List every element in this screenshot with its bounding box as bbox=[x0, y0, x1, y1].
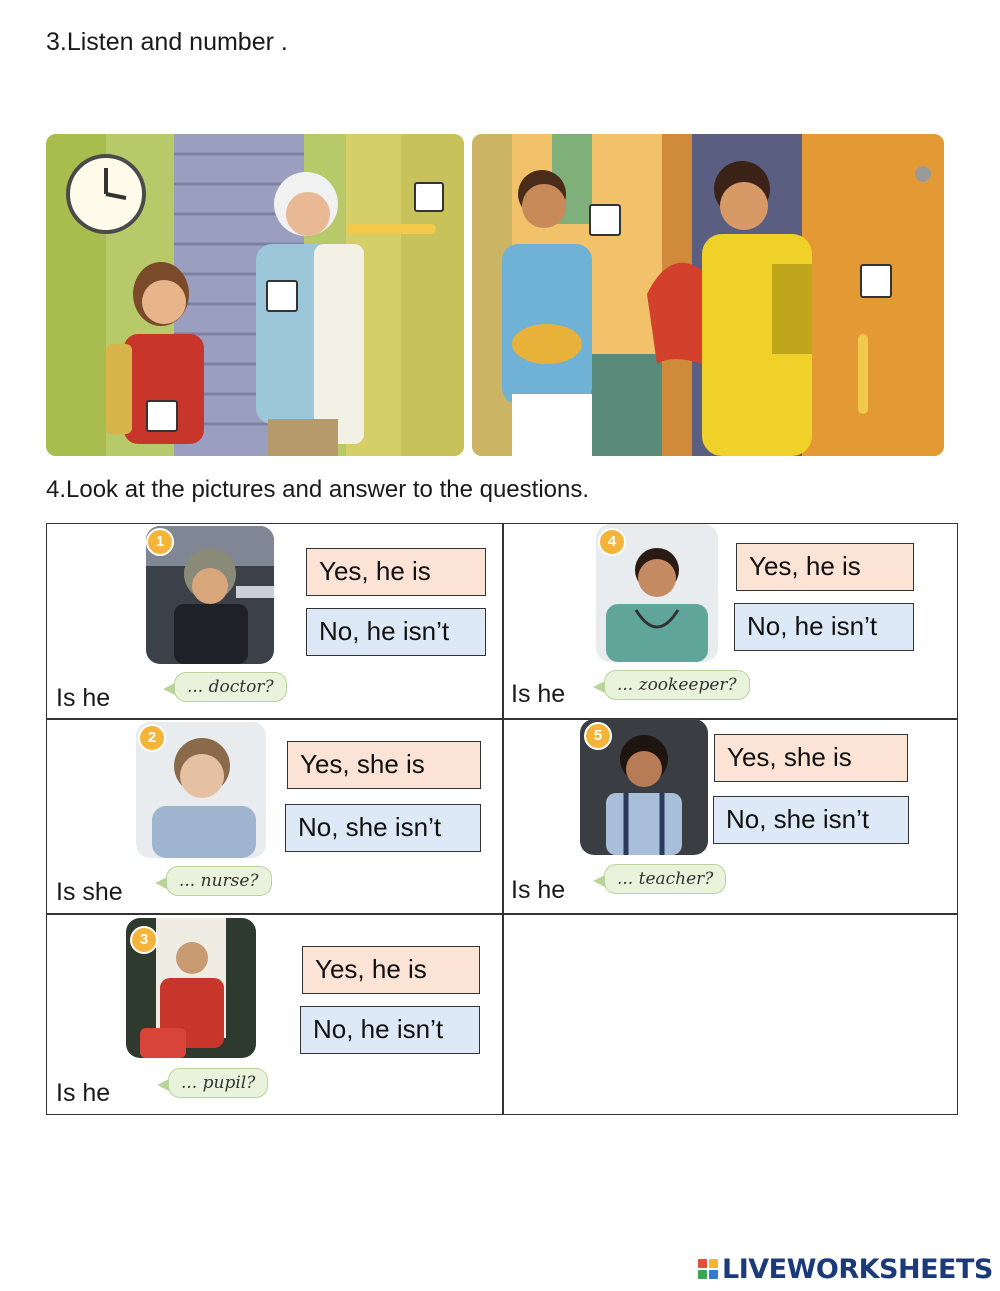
answer-no-button[interactable]: No, she isn’t bbox=[285, 804, 481, 852]
question-number-badge: 2 bbox=[138, 724, 166, 752]
speech-bubble: ... zookeeper? bbox=[604, 670, 750, 700]
speech-bubble: ... pupil? bbox=[168, 1068, 268, 1098]
answer-yes-button[interactable]: Yes, he is bbox=[302, 946, 480, 994]
logo-text: LIVEWORKSHEETS bbox=[722, 1253, 993, 1285]
table-divider bbox=[46, 718, 958, 720]
number-answer-box[interactable] bbox=[414, 182, 444, 212]
table-divider bbox=[502, 523, 504, 1115]
answer-no-button[interactable]: No, she isn’t bbox=[713, 796, 909, 844]
answer-no-button[interactable]: No, he isn’t bbox=[734, 603, 914, 651]
question-prompt: Is she bbox=[56, 878, 123, 906]
answer-yes-button[interactable]: Yes, she is bbox=[287, 741, 481, 789]
section-3-title: 3.Listen and number . bbox=[46, 28, 288, 56]
question-number-badge: 1 bbox=[146, 528, 174, 556]
question-prompt: Is he bbox=[56, 684, 111, 712]
speech-bubble: ... doctor? bbox=[174, 672, 287, 702]
comic-panel-right bbox=[472, 134, 944, 456]
comic-illustration-left bbox=[46, 134, 464, 456]
table-divider bbox=[46, 913, 958, 915]
number-answer-box[interactable] bbox=[589, 204, 621, 236]
logo-mark-icon bbox=[698, 1259, 718, 1279]
comic-panel-left bbox=[46, 134, 464, 456]
speech-bubble: ... nurse? bbox=[166, 866, 272, 896]
question-prompt: Is he bbox=[56, 1079, 111, 1107]
section-4-title: 4.Look at the pictures and answer to the questions. bbox=[46, 476, 590, 503]
question-number-badge: 3 bbox=[130, 926, 158, 954]
number-answer-box[interactable] bbox=[146, 400, 178, 432]
answer-no-button[interactable]: No, he isn’t bbox=[306, 608, 486, 656]
number-answer-box[interactable] bbox=[860, 264, 892, 298]
question-number-badge: 5 bbox=[584, 722, 612, 750]
speech-bubble: ... teacher? bbox=[604, 864, 726, 894]
question-number-badge: 4 bbox=[598, 528, 626, 556]
answer-yes-button[interactable]: Yes, he is bbox=[736, 543, 914, 591]
number-answer-box[interactable] bbox=[266, 280, 298, 312]
question-prompt: Is he bbox=[511, 876, 566, 904]
question-prompt: Is he bbox=[511, 680, 566, 708]
answer-yes-button[interactable]: Yes, she is bbox=[714, 734, 908, 782]
answer-no-button[interactable]: No, he isn’t bbox=[300, 1006, 480, 1054]
answer-yes-button[interactable]: Yes, he is bbox=[306, 548, 486, 596]
liveworksheets-logo bbox=[698, 1254, 993, 1284]
